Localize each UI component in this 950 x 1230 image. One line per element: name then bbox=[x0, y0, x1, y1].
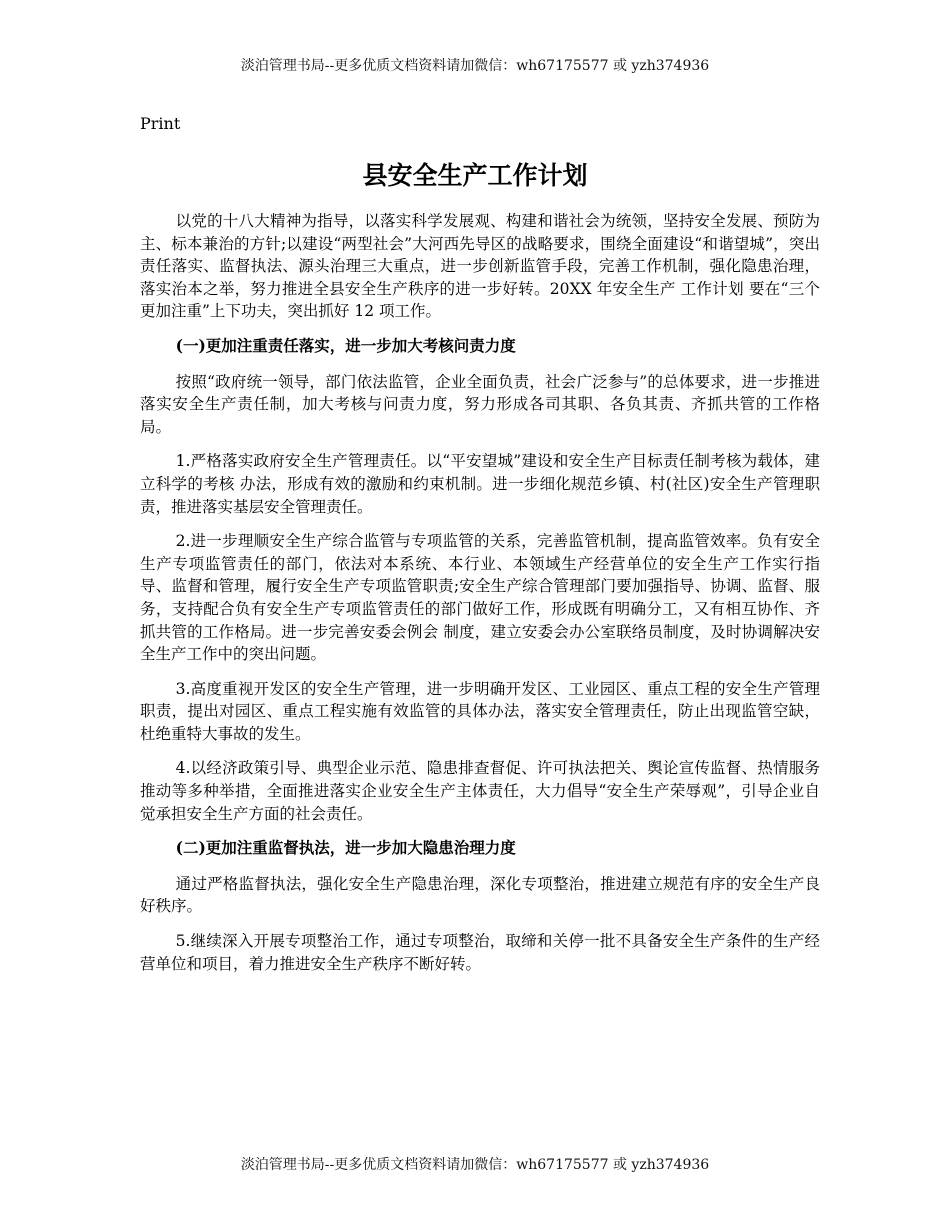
document-title: 县安全生产工作计划 bbox=[362, 161, 588, 190]
section-heading-2: (二)更加注重监督执法，进一步加大隐患治理力度 bbox=[175, 838, 516, 858]
body-paragraph: 通过严格监督执法，强化安全生产隐患治理，深化专项整治，推进建立规范有序的安全生产良好秩序。 bbox=[140, 874, 820, 916]
item-paragraph-1: 1.严格落实政府安全生产管理责任。以“平安望城”建设和安全生产目标责任制考核为载体，建立科学的考核 办法，形成有效的激励和约束机制。进一步细化规范乡镇、村(社区)安全生产管理职责，推进落实基层安全管理责任。 bbox=[140, 452, 820, 516]
item-paragraph-4: 4.以经济政策引导、典型企业示范、隐患排查督促、许可执法把关、舆论宣传监督、热情服务推动等多种举措，全面推进落实企业安全生产主体责任，大力倡导“安全生产荣辱观”，引导企业自觉承担安全生产方面的社会责任。 bbox=[140, 759, 820, 823]
page-header: 淡泊管理书局--更多优质文档资料请加微信：wh67175577 或 yzh374936 bbox=[240, 58, 710, 74]
item-paragraph-3: 3.高度重视开发区的安全生产管理，进一步明确开发区、工业园区、重点工程的安全生产管理职责，提出对园区、重点工程实施有效监管的具体办法，落实安全管理责任，防止出现监管空缺，杜绝重特大事故的发生。 bbox=[140, 679, 820, 743]
intro-paragraph: 以党的十八大精神为指导，以落实科学发展观、构建和谐社会为统领，坚持安全发展、预防为主、标本兼治的方针;以建设“两型社会”大河西先导区的战略要求，围绕全面建设“和谐望城”，突出责任落实、监督执法、源头治理三大重点，进一步创新监管手段，完善工作机制，强化隐患治理，落实治本之举，努力推进全县安全生产秩序的进一步好转。20XX 年安全生产 工作计划 要在“三个更加注重”上下功夫，突出抓好 12 项工作。 bbox=[140, 212, 820, 321]
document-body bbox=[140, 210, 820, 987]
item-paragraph-5: 5.继续深入开展专项整治工作，通过专项整治，取缔和关停一批不具备安全生产条件的生产经营单位和项目，着力推进安全生产秩序不断好转。 bbox=[140, 932, 820, 973]
body-paragraph: 按照“政府统一领导，部门依法监管，企业全面负责，社会广泛参与”的总体要求，进一步推进落实安全生产责任制，加大考核与问责力度，努力形成各司其职、各负其责、齐抓共管的工作格局。 bbox=[140, 372, 820, 436]
print-label: Print bbox=[140, 114, 181, 133]
page-footer: 淡泊管理书局--更多优质文档资料请加微信：wh67175577 或 yzh374936 bbox=[240, 1157, 710, 1173]
item-paragraph-2: 2.进一步理顺安全生产综合监管与专项监管的关系，完善监管机制，提高监管效率。负有安全生产专项监管责任的部门，依法对本系统、本行业、本领域生产经营单位的安全生产工作实行指导、监督和管理，履行安全生产专项监管职责;安全生产综合管理部门要加强指导、协调、监督、服务，支持配合负有安全生产专项监管责任的部门做好工作，形成既有明确分工，又有相互协作、齐抓共管的工作格局。进一步完善安委会例会 制度，建立安委会办公室联络员制度，及时协调解决安全生产工作中的突出问题。 bbox=[140, 532, 820, 664]
section-heading-1: (一)更加注重责任落实，进一步加大考核问责力度 bbox=[175, 335, 516, 355]
